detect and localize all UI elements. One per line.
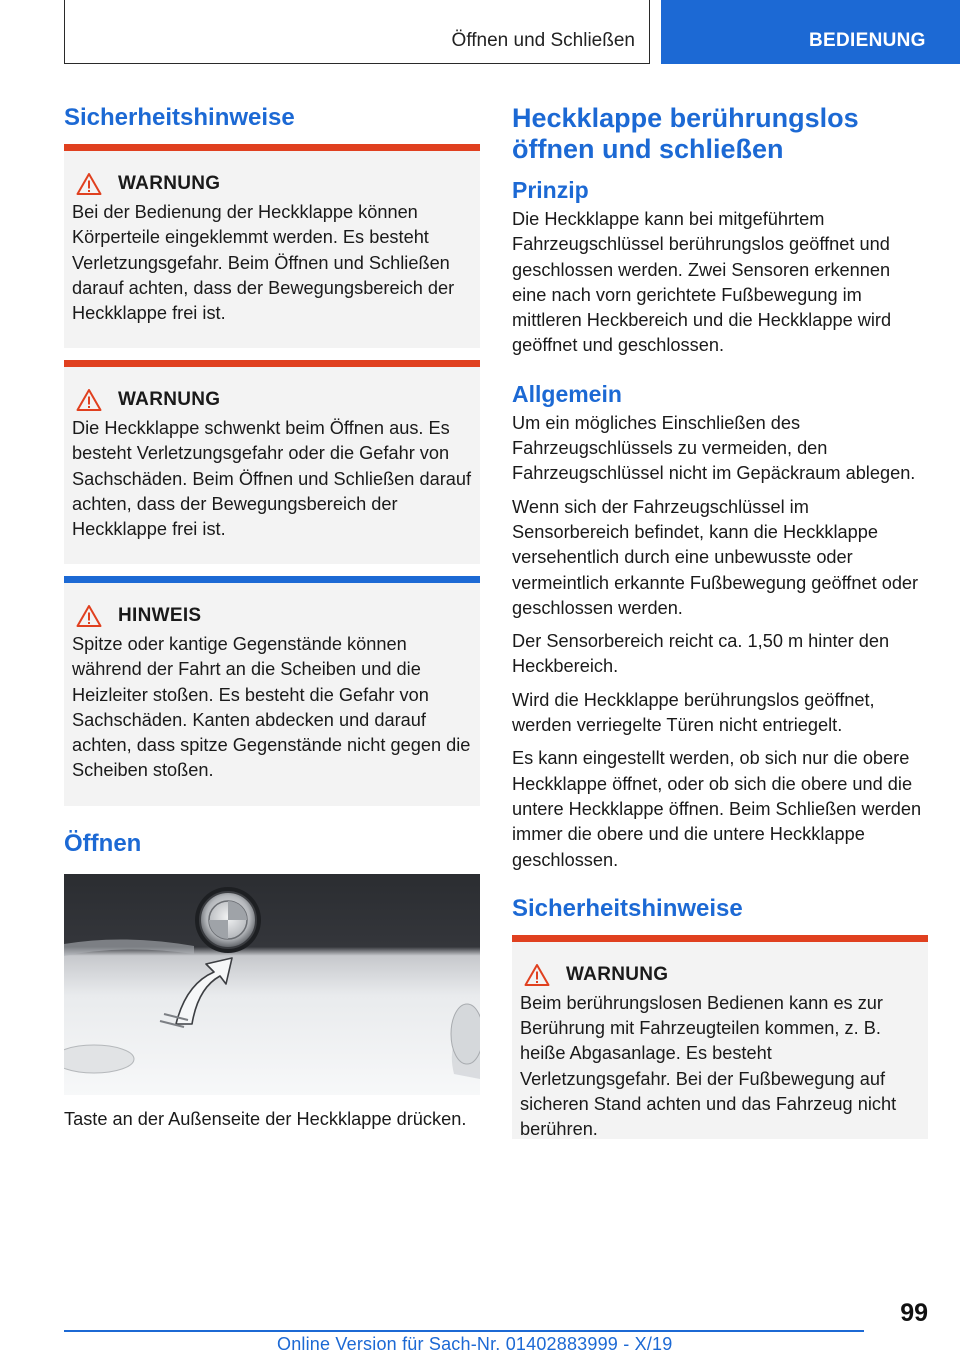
warning-title: WARNUNG bbox=[118, 173, 221, 194]
page-number: 99 bbox=[900, 1299, 928, 1327]
warning-head bbox=[72, 171, 472, 197]
safety-heading-right: Sicherheitshinweise bbox=[512, 894, 743, 922]
warning-triangle-icon bbox=[76, 172, 102, 196]
main-heading: Heckklappe berührungslos öffnen und schließen bbox=[512, 103, 859, 164]
warning-triangle-icon bbox=[76, 388, 102, 412]
figure-caption: Taste an der Außenseite der Heckklappe drücken. bbox=[64, 1109, 467, 1129]
notice-title: HINWEIS bbox=[118, 605, 202, 626]
notice-triangle-icon bbox=[76, 604, 102, 628]
safety-heading-left: Sicherheitshinweise bbox=[64, 104, 295, 131]
warning-box-1 bbox=[64, 144, 480, 348]
warning-text: Die Heckklappe schwenkt beim Öffnen aus. Es besteht Verletzungsgefahr oder die Gefahr von Sachschäden. Beim Öffnen und Schließen darauf achten, dass der Bewegungsbereich der Heckklappe frei ist. bbox=[72, 418, 472, 540]
general-paragraph: Der Sensorbereich reicht ca. 1,50 m hinter den Heckbereich. bbox=[512, 631, 890, 677]
general-paragraph: Es kann eingestellt werden, ob sich nur die obere Heckklappe öffnet, oder ob sich die obere und die untere Heckklappe öffnen. Beim Schließen werden immer die obere und die untere Heckklappe geschlossen. bbox=[512, 748, 922, 870]
principle-heading: Prinzip bbox=[512, 177, 589, 203]
header-section-title: Öffnen und Schließen bbox=[451, 30, 635, 51]
open-heading: Öffnen bbox=[64, 830, 142, 857]
warning-text: Bei der Bedienung der Heckklappe können Körperteile eingeklemmt werden. Es besteht Verletzungsgefahr. Beim Öffnen und Schließen darauf achten, dass der Bewegungsbereich der Heckklappe frei ist. bbox=[72, 202, 455, 324]
general-paragraph: Wird die Heckklappe berührungslos geöffnet, werden verriegelte Türen nicht entriegelt. bbox=[512, 689, 875, 736]
general-paragraph: Wenn sich der Fahrzeugschlüssel im Sensorbereich befindet, kann die Heckklappe versehentlich durch eine unbewusste oder vermeintlich erkannte Fußbewegung geöffnet oder geschlossen werden. bbox=[512, 496, 919, 618]
tailgate-button-figure bbox=[64, 874, 480, 1095]
header-chapter-label: BEDIENUNG bbox=[809, 30, 926, 51]
warning-box-2 bbox=[64, 360, 480, 564]
warning-head bbox=[72, 387, 472, 413]
tailgate-illustration bbox=[64, 874, 480, 1095]
warning-box-right bbox=[512, 935, 928, 1139]
warning-text: Beim berührungslosen Bedienen kann es zur Berührung mit Fahrzeugteilen kommen, z. B. heiße Abgasanlage. Es besteht Verletzungsgefahr. Bei der Fußbewegung auf sicheren Stand achten und das Fahrzeug nicht berühren. bbox=[520, 992, 897, 1140]
page-header bbox=[0, 0, 960, 66]
principle-text: Die Heckklappe kann bei mitgeführtem Fahrzeugschlüssel berührungslos geöffnet und geschlossen werden. Zwei Sensoren erkennen eine nach vorn gerichtete Fußbewegung im mittleren Heckbereich und die Heckklappe wird geöffnet und geschlossen. bbox=[512, 209, 892, 356]
footer-online-version: Online Version für Sach-Nr. 01402883999 - X/19 bbox=[277, 1334, 673, 1354]
header-chapter-tab bbox=[661, 0, 960, 64]
header-section-box bbox=[64, 0, 650, 64]
notice-text: Spitze oder kantige Gegenstände können während der Fahrt an die Scheiben und die Heizleiter stoßen. Es besteht die Gefahr von Sachschäden. Kanten abdecken und darauf achten, dass spitze Gegenstände nicht gegen die Scheiben stoßen. bbox=[72, 634, 471, 781]
warning-title: WARNUNG bbox=[566, 963, 669, 985]
warning-head bbox=[520, 962, 920, 988]
warning-triangle-icon bbox=[524, 963, 550, 987]
general-paragraph: Um ein mögliches Einschließen des Fahrzeugschlüssels zu vermeiden, den Fahrzeugschlüssel nicht im Gepäckraum ablegen. bbox=[512, 412, 916, 484]
notice-head bbox=[72, 603, 472, 629]
warning-title: WARNUNG bbox=[118, 389, 221, 410]
footer-divider bbox=[64, 1330, 864, 1332]
notice-box-hinweis bbox=[64, 576, 480, 806]
right-column bbox=[512, 100, 928, 1139]
general-heading: Allgemein bbox=[512, 380, 622, 407]
left-column bbox=[64, 100, 480, 1132]
